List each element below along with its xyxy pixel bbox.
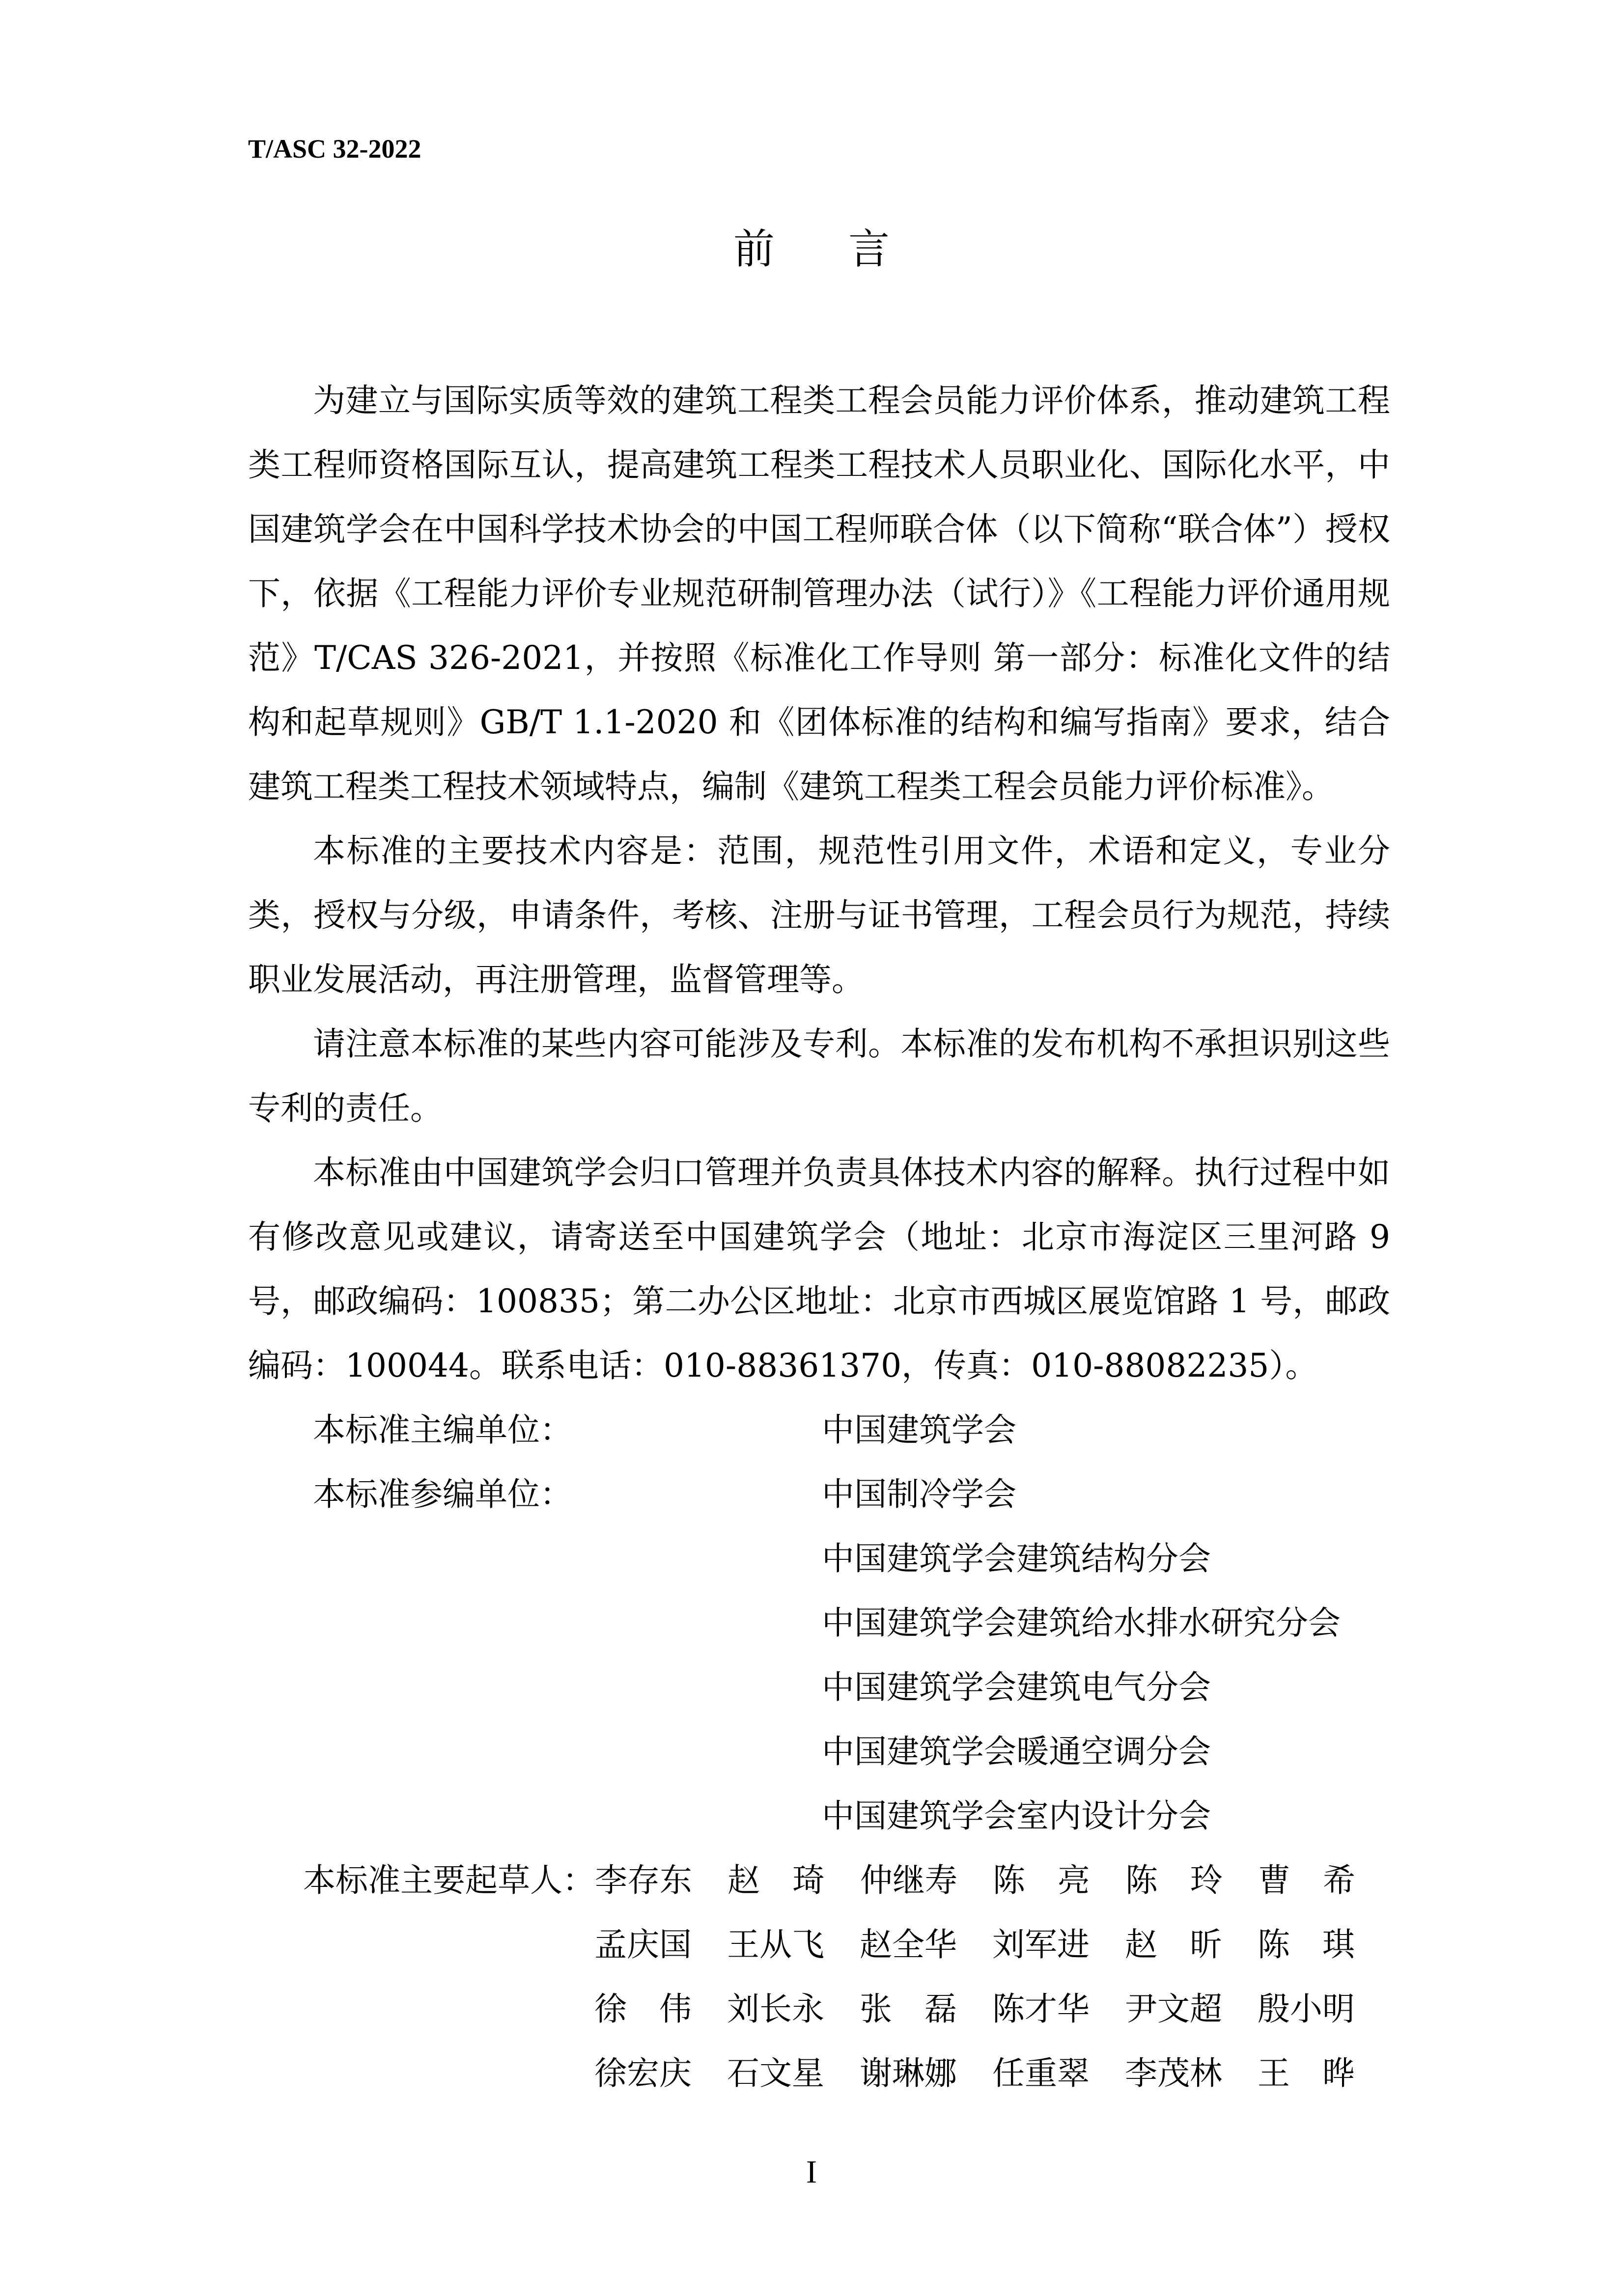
drafter-name: 陈 玲 (1125, 1861, 1223, 1899)
drafter-name: 孟庆国 (594, 1926, 692, 1964)
participating-unit: 中国建筑学会建筑给水排水研究分会 (822, 1604, 1341, 1642)
drafter-name: 王 晔 (1258, 2054, 1355, 2092)
drafter-name: 徐宏庆 (594, 2054, 692, 2092)
participating-unit-row (248, 1719, 1390, 1784)
document-body (248, 368, 1390, 2105)
participating-unit: 中国制冷学会 (822, 1475, 1016, 1513)
participating-unit-row (248, 1655, 1390, 1719)
participating-unit: 中国建筑学会暖通空调分会 (822, 1733, 1211, 1770)
participating-unit: 中国建筑学会室内设计分会 (822, 1797, 1211, 1835)
drafters-row (248, 2041, 1390, 2105)
drafter-name: 王从飞 (727, 1926, 824, 1964)
drafter-names (594, 1977, 1390, 2041)
drafter-name: 任重翠 (992, 2054, 1090, 2092)
drafter-names (595, 1848, 1391, 1912)
drafter-name: 赵 琦 (728, 1861, 825, 1899)
drafter-name: 李茂林 (1125, 2054, 1222, 2092)
paragraph-contact: 本标准由中国建筑学会归口管理并负责具体技术内容的解释。执行过程中如有修改意见或建议，请寄送至中国建筑学会（地址：北京市海淀区三里河路 9 号，邮政编码：100835；第二办公区地址：北京市西城区展览馆路 1 号，邮政编码：100044。联系电话：010-88361370，传真：010-88082235）。 (248, 1154, 1390, 1384)
paragraph-intro: 为建立与国际实质等效的建筑工程类工程会员能力评价体系，推动建筑工程类工程师资格国际互认，提高建筑工程类工程技术人员职业化、国际化水平，中国建筑学会在中国科学技术协会的中国工程师联合体（以下简称“联合体”）授权下，依据《工程能力评价专业规范研制管理办法（试行）》《工程能力评价通用规范》T/CAS 326-2021，并按照《标准化工作导则 第一部分：标准化文件的结构和起草规则》GB/T 1.1-2020 和《团体标准的结构和编写指南》要求，结合建筑工程类工程技术领域特点，编制《建筑工程类工程会员能力评价标准》。 (248, 382, 1390, 805)
drafter-name: 徐 伟 (594, 1990, 692, 2028)
drafters-label: 本标准主要起草人： (303, 1861, 595, 1899)
drafter-names (594, 2041, 1390, 2105)
drafter-name: 殷小明 (1258, 1990, 1355, 2028)
chief-unit-value: 中国建筑学会 (822, 1411, 1016, 1449)
participating-unit-row (248, 1591, 1390, 1655)
participating-unit-row (248, 1526, 1390, 1591)
drafter-name: 尹文超 (1125, 1990, 1222, 2028)
drafter-name: 刘长永 (727, 1990, 824, 2028)
chief-unit-label: 本标准主编单位： (313, 1411, 572, 1449)
chief-unit-row (248, 1398, 1390, 1462)
paragraph-technical-content: 本标准的主要技术内容是：范围，规范性引用文件，术语和定义，专业分类，授权与分级，申请条件，考核、注册与证书管理，工程会员行为规范，持续职业发展活动，再注册管理，监督管理等。 (248, 832, 1390, 998)
drafter-name: 赵 昕 (1125, 1926, 1222, 1964)
drafter-name: 赵全华 (860, 1926, 957, 1964)
participating-units-label: 本标准参编单位： (313, 1475, 572, 1513)
drafters-row (248, 1848, 1390, 1912)
drafter-name: 谢琳娜 (860, 2054, 957, 2092)
drafter-name: 陈 琪 (1258, 1926, 1355, 1964)
page-number: I (806, 2154, 817, 2190)
drafter-name: 刘军进 (992, 1926, 1090, 1964)
participating-unit: 中国建筑学会建筑结构分会 (822, 1540, 1211, 1577)
drafter-name: 李存东 (595, 1861, 692, 1899)
drafter-name: 曹 希 (1258, 1861, 1355, 1899)
drafters-row (248, 1912, 1390, 1977)
drafter-name: 陈 亮 (993, 1861, 1090, 1899)
drafters-row (248, 1977, 1390, 2041)
drafter-name: 陈才华 (992, 1990, 1090, 2028)
drafter-name: 仲继寿 (860, 1861, 957, 1899)
drafter-name: 石文星 (727, 2054, 824, 2092)
drafter-name: 张 磊 (860, 1990, 957, 2028)
standard-code: T/ASC 32-2022 (248, 134, 421, 164)
page-title: 前言 (733, 225, 963, 273)
participating-unit: 中国建筑学会建筑电气分会 (822, 1668, 1211, 1706)
drafter-names (594, 1912, 1390, 1977)
participating-unit-row (248, 1462, 1390, 1526)
paragraph-patent-notice: 请注意本标准的某些内容可能涉及专利。本标准的发布机构不承担识别这些专利的责任。 (248, 1025, 1390, 1127)
participating-unit-row (248, 1784, 1390, 1848)
